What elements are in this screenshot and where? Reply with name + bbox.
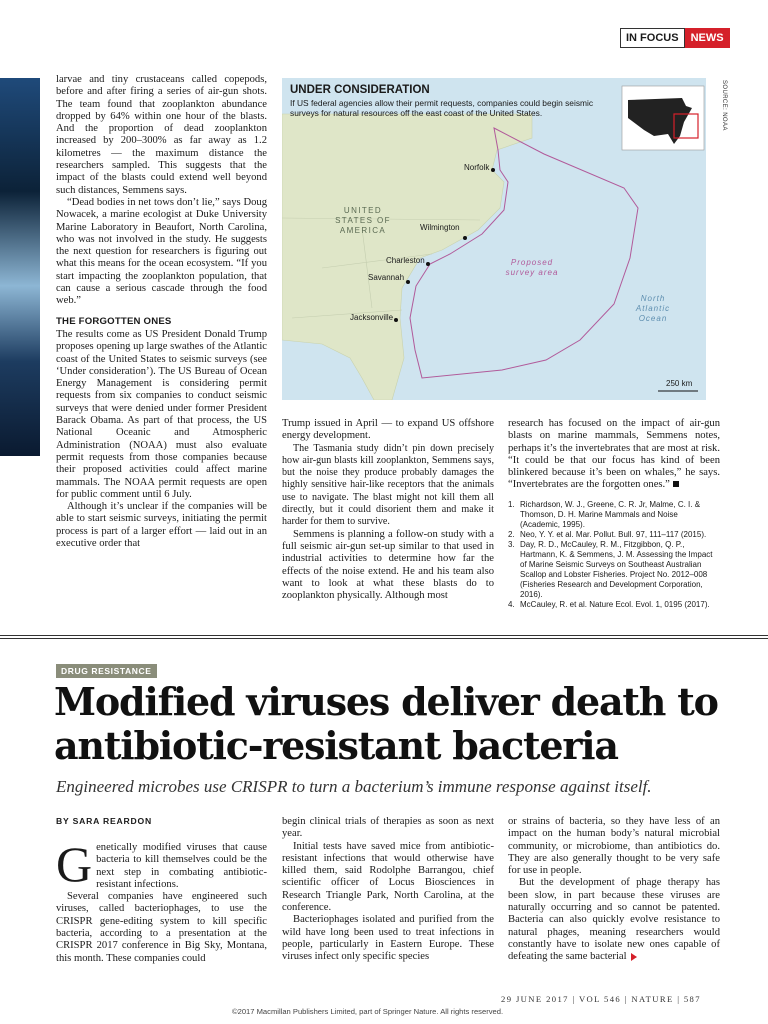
article2-column-2 [282,816,494,964]
standfirst: Engineered microbes use CRISPR to turn a bacterium’s immune response against itself. [56,777,652,796]
map-subtitle: If US federal agencies allow their permit requests, companies could begin seismic surveys for natural resources off the east coast of the United States. [290,98,594,118]
ref-number: 2. [508,529,515,539]
city-label: Charleston [386,256,425,265]
map-source: SOURCE: NOAA [721,80,727,131]
paragraph-text: enetically modified viruses that cause bacteria to kill themselves could be the next step in combating antibiotic-resistant infections. [96,842,267,890]
paragraph: Semmens is planning a follow-on study with a full seismic air-gun set-up similar to that used in industrial activities to determine how far the effects of the noise extend. He and his team also want to look at what these blasts do to zooplankton physically. Although most [282,528,494,602]
ref-text: Neo, Y. Y. et al. Mar. Pollut. Bull. 97, 111–117 (2015). [520,529,707,539]
survey-map [282,78,706,400]
copyright: ©2017 Macmillan Publishers Limited, part of Springer Nature. All rights reserved. [232,1007,504,1016]
ref-number: 1. [508,499,515,509]
paragraph: Bacteriophages isolated and purified from the wild have long been used to treat infections in people, particularly in Eastern Europe. These viruses infect only specific species [282,914,494,963]
map-graphic [282,78,706,400]
ref-number: 4. [508,599,515,609]
ref-text: Richardson, W. J., Greene, C. R. Jr, Malme, C. I. & Thomson, D. H. Marine Mammals and Noise (Academic, 1995). [520,499,701,529]
city-label: Savannah [368,273,405,282]
paragraph-text: But the development of phage therapy has been slow, in part because these viruses are naturally occurring and so cannot be patented. Bacteria can also quickly evolve resistance to natural phages, meaning researchers would constantly have to isolate new ones capable of defeating the same bacterial [508,877,720,963]
column-2 [282,418,494,602]
kicker-tag: DRUG RESISTANCE [56,664,157,678]
city-label: Jacksonville [350,313,394,322]
paragraph: Several companies have engineered such viruses, called bacteriophages, to use the CRISPR gene-editing system to kill specific bacteria, according to a presentation at the CRISPR 2017 conference in Big Sky, Montana, this month. These companies could [56,891,267,964]
paragraph: The Tasmania study didn’t pin down precisely how air-gun blasts kill zooplankton, Semmens says, but the noise they produce probably damages the highly sensitive hair-like receptors that the animals use to navigate. The blast might not kill them all directly, but it could disorient them and make it harder for them to survive. [282,442,494,528]
paragraph: The results come as US President Donald Trump proposes opening up large swathes of the Atlantic coast of the United States to seismic surveys (see ‘Under consideration’). The US Bureau of Ocean Energy Management is considering permit requests from six companies to conduct seismic surveys that were denied under former President Barack Obama. As part of that process, the US National Oceanic and Atmospheric Administration (NOAA) must also evaluate permit requests from those companies because their proposed activities could affect marine mammals. The NOAA permit requests are open for public comment until 6 July. [56,328,267,500]
paragraph: begin clinical trials of therapies as soon as next year. [282,816,494,840]
ref-number: 3. [508,539,515,549]
paragraph-text: research has focused on the impact of air-gun blasts on marine mammals, Semmens notes, perhaps it’s the invertebrates that are most at risk. “It could be that our focus has kind of been blinkered because it’s been on whales,” he says. “Invertebrates are the forgotten ones.” [508,418,720,491]
ref-text: Day, R. D., McCauley, R. M., Fitzgibbon, Q. P., Hartmann, K. & Semmens, J. M. Assessing the Impact of Marine Seismic Surveys on Southeast Australian Scallop and Lobster Fisheries. Project No. 2012–008 (Fisheries Research and Development Corporation, 2016). [520,539,713,599]
column-3 [508,418,720,610]
ocean-label: North Atlantic Ocean [635,294,671,323]
paragraph: or strains of bacteria, so they have less of an impact on the human body’s natural microbial community, or microbiome, than antibiotics do. They are also generally thought to be very safe for use in people. [508,816,720,877]
headline-line: Modified viruses deliver death to [54,679,718,724]
country-label: UNITED STATES OF AMERICA [335,206,391,235]
reference-list [508,500,720,610]
subheading: THE FORGOTTEN ONES [56,315,172,327]
article-photo [0,78,40,456]
survey-area-label: Proposed survey area [505,258,559,277]
paragraph [508,877,720,963]
paragraph [508,418,720,492]
map-title: UNDER CONSIDERATION [290,84,430,96]
paragraph: larvae and tiny crustaceans called copepods, before and after firing a series of air-gun shots. The team found that zooplankton abundance dropped by 64% within one hour of the blasts. And the proportion of dead zooplankton increased by 200–300% as far away as 1.2 kilometres — the maximum distance the researchers sampled. This suggests that the impact of the blasts could extend well beyond such distances, Semmens says. [56,74,267,196]
city-label: Wilmington [420,223,460,232]
section-label: IN FOCUS [620,28,685,48]
paragraph: Trump issued in April — to expand US offshore energy development. [282,418,494,442]
issue-line: 29 JUNE 2017 | VOL 546 | NATURE | 587 [501,994,701,1004]
city-label: Norfolk [464,163,490,172]
ref-text: McCauley, R. et al. Nature Ecol. Evol. 1, 0195 (2017). [520,599,710,609]
end-mark-icon [673,481,679,487]
headline-line: antibiotic-resistant bacteria [54,723,618,768]
paragraph: Initial tests have saved mice from antibiotic-resistant infections that would otherwise have killed them, said Rodolphe Barrangou, chief scientific officer of Locus Biosciences in Research Triangle Park, North Carolina, at the conference. [282,840,494,914]
paragraph: “Dead bodies in net tows don’t lie,” says Doug Nowacek, a marine ecologist at Duke University Marine Laboratory in Beaufort, North Carolina, who was not involved in the study. He suggests the next question for researchers is figuring out what this means for the ocean ecosystem. “If you start impacting the zooplankton population, that can cause a serious cascade through the food web.” [56,196,267,307]
reference-item [508,600,720,610]
headline [54,680,734,768]
reference-item [508,530,720,540]
article2-column-3 [508,816,720,964]
column-1 [56,74,267,550]
reference-item [508,540,720,600]
byline: BY SARA REARDON [56,816,153,826]
continue-arrow-icon [631,953,637,961]
paragraph [56,836,267,892]
section-header [620,28,730,48]
article2-column-1 [56,836,267,965]
scale-label: 250 km [666,379,693,388]
drop-cap: G [56,836,93,892]
reference-item [508,500,720,530]
paragraph: Although it’s unclear if the companies will be able to start seismic surveys, initiating the permit process is part of a larger effort — laid out in an executive order that [56,501,267,549]
section-tag: NEWS [685,28,730,48]
section-divider [0,635,768,639]
